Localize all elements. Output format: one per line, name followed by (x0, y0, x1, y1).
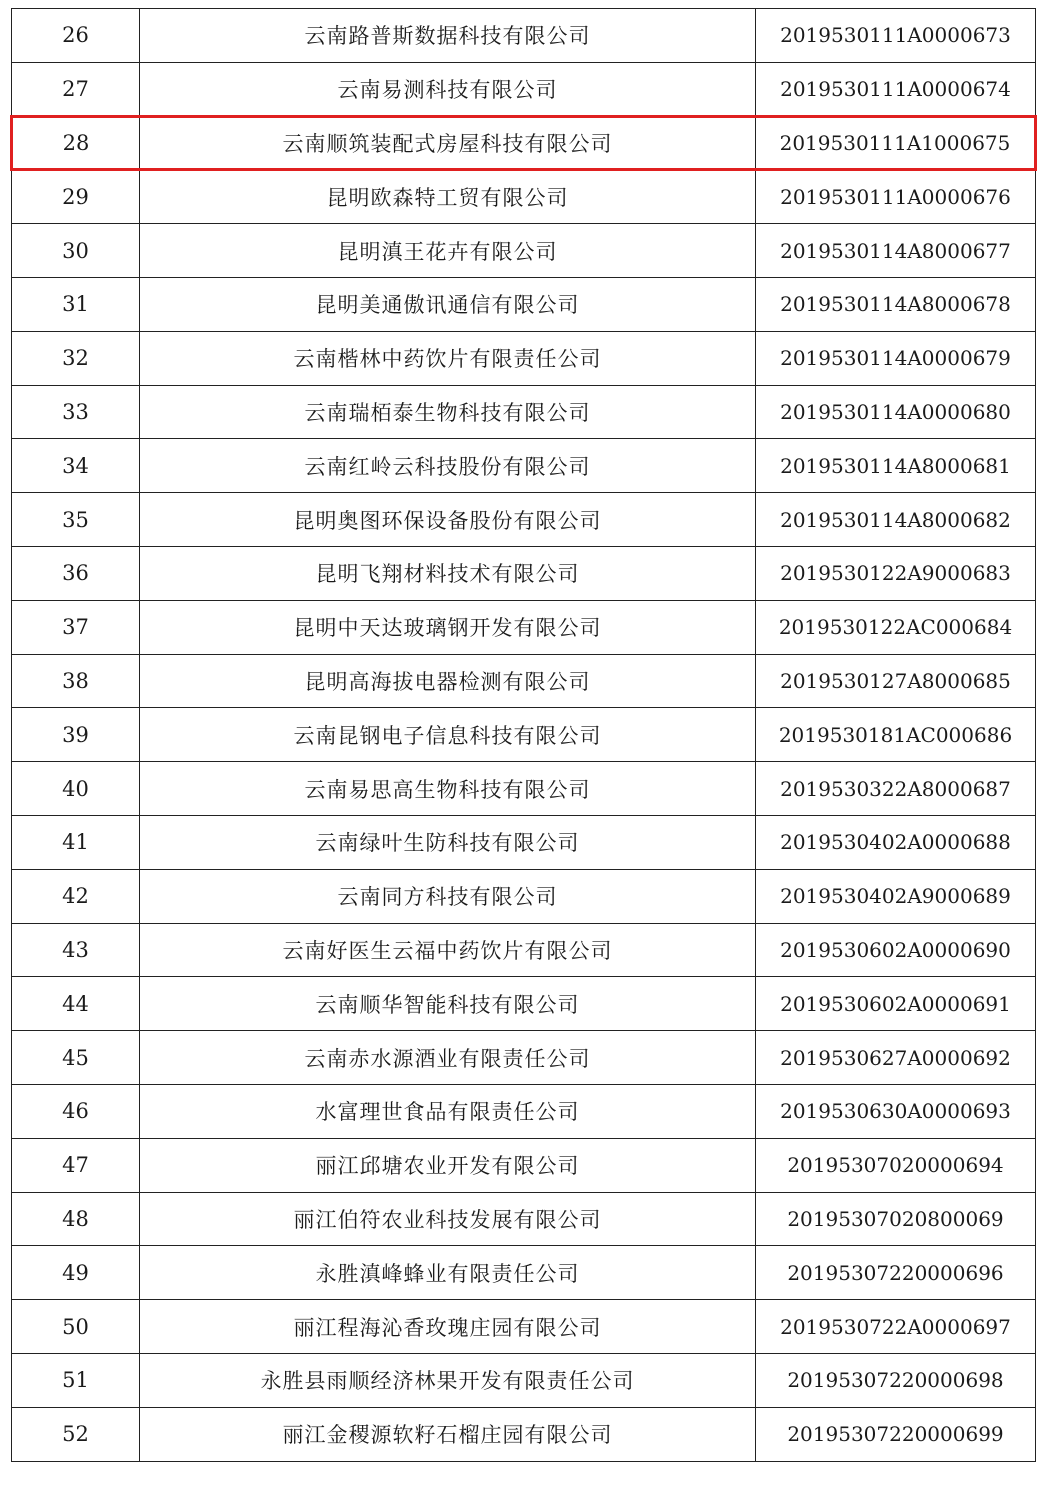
table-row (12, 493, 1036, 547)
company-name-cell: 昆明美通傲讯通信有限公司 (140, 277, 756, 331)
company-name-cell: 云南瑞栢泰生物科技有限公司 (140, 385, 756, 439)
table-row (12, 1353, 1036, 1407)
table-row (12, 762, 1036, 816)
row-number-cell: 28 (12, 116, 140, 170)
registration-code-cell: 20195307020000694 (756, 1138, 1036, 1192)
table-row (12, 277, 1036, 331)
table-row (12, 923, 1036, 977)
row-number-cell: 49 (12, 1246, 140, 1300)
row-number-cell: 33 (12, 385, 140, 439)
registration-code-cell: 2019530114A8000678 (756, 277, 1036, 331)
table-row (12, 1138, 1036, 1192)
row-number-cell: 32 (12, 331, 140, 385)
row-number-cell: 31 (12, 277, 140, 331)
row-number-cell: 44 (12, 977, 140, 1031)
registration-code-cell: 2019530114A8000681 (756, 439, 1036, 493)
row-number-cell: 39 (12, 708, 140, 762)
row-number-cell: 36 (12, 546, 140, 600)
company-name-cell: 丽江程海沁香玫瑰庄园有限公司 (140, 1300, 756, 1354)
row-number-cell: 40 (12, 762, 140, 816)
registration-code-cell: 2019530127A8000685 (756, 654, 1036, 708)
registration-code-cell: 20195307220000699 (756, 1407, 1036, 1461)
company-name-cell: 昆明滇王花卉有限公司 (140, 224, 756, 278)
registration-code-cell: 2019530122AC000684 (756, 600, 1036, 654)
row-number-cell: 46 (12, 1084, 140, 1138)
company-name-cell: 昆明高海拔电器检测有限公司 (140, 654, 756, 708)
table-row (12, 385, 1036, 439)
company-name-cell: 云南绿叶生防科技有限公司 (140, 815, 756, 869)
table-row-highlighted (12, 116, 1036, 170)
company-name-cell: 丽江金稷源软籽石榴庄园有限公司 (140, 1407, 756, 1461)
registration-code-cell: 2019530402A0000688 (756, 815, 1036, 869)
table-row (12, 600, 1036, 654)
row-number-cell: 50 (12, 1300, 140, 1354)
registration-code-cell: 2019530114A8000677 (756, 224, 1036, 278)
company-name-cell: 云南顺华智能科技有限公司 (140, 977, 756, 1031)
table-row (12, 708, 1036, 762)
company-name-cell: 云南赤水源酒业有限责任公司 (140, 1031, 756, 1085)
company-name-cell: 丽江伯符农业科技发展有限公司 (140, 1192, 756, 1246)
registration-code-cell: 2019530602A0000691 (756, 977, 1036, 1031)
registration-code-cell: 2019530114A0000679 (756, 331, 1036, 385)
table-row (12, 62, 1036, 116)
row-number-cell: 26 (12, 9, 140, 63)
company-name-cell: 云南红岭云科技股份有限公司 (140, 439, 756, 493)
row-number-cell: 42 (12, 869, 140, 923)
company-name-cell: 水富理世食品有限责任公司 (140, 1084, 756, 1138)
registration-code-cell: 2019530114A0000680 (756, 385, 1036, 439)
row-number-cell: 51 (12, 1353, 140, 1407)
table-row (12, 654, 1036, 708)
company-name-cell: 云南楷林中药饮片有限责任公司 (140, 331, 756, 385)
table-row (12, 1246, 1036, 1300)
company-name-cell: 云南顺筑装配式房屋科技有限公司 (140, 116, 756, 170)
registration-code-cell: 2019530114A8000682 (756, 493, 1036, 547)
company-list-table (10, 8, 1037, 1462)
company-name-cell: 云南昆钢电子信息科技有限公司 (140, 708, 756, 762)
registration-code-cell: 2019530627A0000692 (756, 1031, 1036, 1085)
registration-code-cell: 2019530181AC000686 (756, 708, 1036, 762)
row-number-cell: 30 (12, 224, 140, 278)
company-name-cell: 昆明欧森特工贸有限公司 (140, 170, 756, 224)
row-number-cell: 27 (12, 62, 140, 116)
registration-code-cell: 2019530322A8000687 (756, 762, 1036, 816)
table-row (12, 1031, 1036, 1085)
row-number-cell: 43 (12, 923, 140, 977)
table-row (12, 170, 1036, 224)
row-number-cell: 47 (12, 1138, 140, 1192)
company-name-cell: 昆明中天达玻璃钢开发有限公司 (140, 600, 756, 654)
registration-code-cell: 2019530111A1000675 (756, 116, 1036, 170)
registration-code-cell: 2019530630A0000693 (756, 1084, 1036, 1138)
row-number-cell: 35 (12, 493, 140, 547)
registration-code-cell: 2019530602A0000690 (756, 923, 1036, 977)
table-row (12, 224, 1036, 278)
table-body (12, 9, 1036, 1462)
table-row (12, 9, 1036, 63)
row-number-cell: 29 (12, 170, 140, 224)
registration-code-cell: 20195307020800069 (756, 1192, 1036, 1246)
registration-code-cell: 20195307220000698 (756, 1353, 1036, 1407)
company-name-cell: 云南易测科技有限公司 (140, 62, 756, 116)
row-number-cell: 34 (12, 439, 140, 493)
row-number-cell: 48 (12, 1192, 140, 1246)
company-name-cell: 云南易思高生物科技有限公司 (140, 762, 756, 816)
row-number-cell: 52 (12, 1407, 140, 1461)
table-row (12, 1084, 1036, 1138)
company-name-cell: 昆明飞翔材料技术有限公司 (140, 546, 756, 600)
table-row (12, 331, 1036, 385)
row-number-cell: 45 (12, 1031, 140, 1085)
row-number-cell: 41 (12, 815, 140, 869)
company-name-cell: 永胜县雨顺经济林果开发有限责任公司 (140, 1353, 756, 1407)
table-row (12, 815, 1036, 869)
table-row (12, 977, 1036, 1031)
registration-code-cell: 2019530111A0000674 (756, 62, 1036, 116)
registration-code-cell: 2019530111A0000673 (756, 9, 1036, 63)
table-row (12, 439, 1036, 493)
table-row (12, 1300, 1036, 1354)
company-name-cell: 永胜滇峰蜂业有限责任公司 (140, 1246, 756, 1300)
row-number-cell: 37 (12, 600, 140, 654)
company-name-cell: 云南好医生云福中药饮片有限公司 (140, 923, 756, 977)
registration-code-cell: 2019530111A0000676 (756, 170, 1036, 224)
registration-code-cell: 2019530722A0000697 (756, 1300, 1036, 1354)
row-number-cell: 38 (12, 654, 140, 708)
company-name-cell: 丽江邱塘农业开发有限公司 (140, 1138, 756, 1192)
table-row (12, 869, 1036, 923)
registration-code-cell: 20195307220000696 (756, 1246, 1036, 1300)
table-row (12, 546, 1036, 600)
table-row (12, 1407, 1036, 1461)
company-name-cell: 云南路普斯数据科技有限公司 (140, 9, 756, 63)
registration-code-cell: 2019530122A9000683 (756, 546, 1036, 600)
company-name-cell: 昆明奥图环保设备股份有限公司 (140, 493, 756, 547)
table-row (12, 1192, 1036, 1246)
registration-code-cell: 2019530402A9000689 (756, 869, 1036, 923)
company-name-cell: 云南同方科技有限公司 (140, 869, 756, 923)
